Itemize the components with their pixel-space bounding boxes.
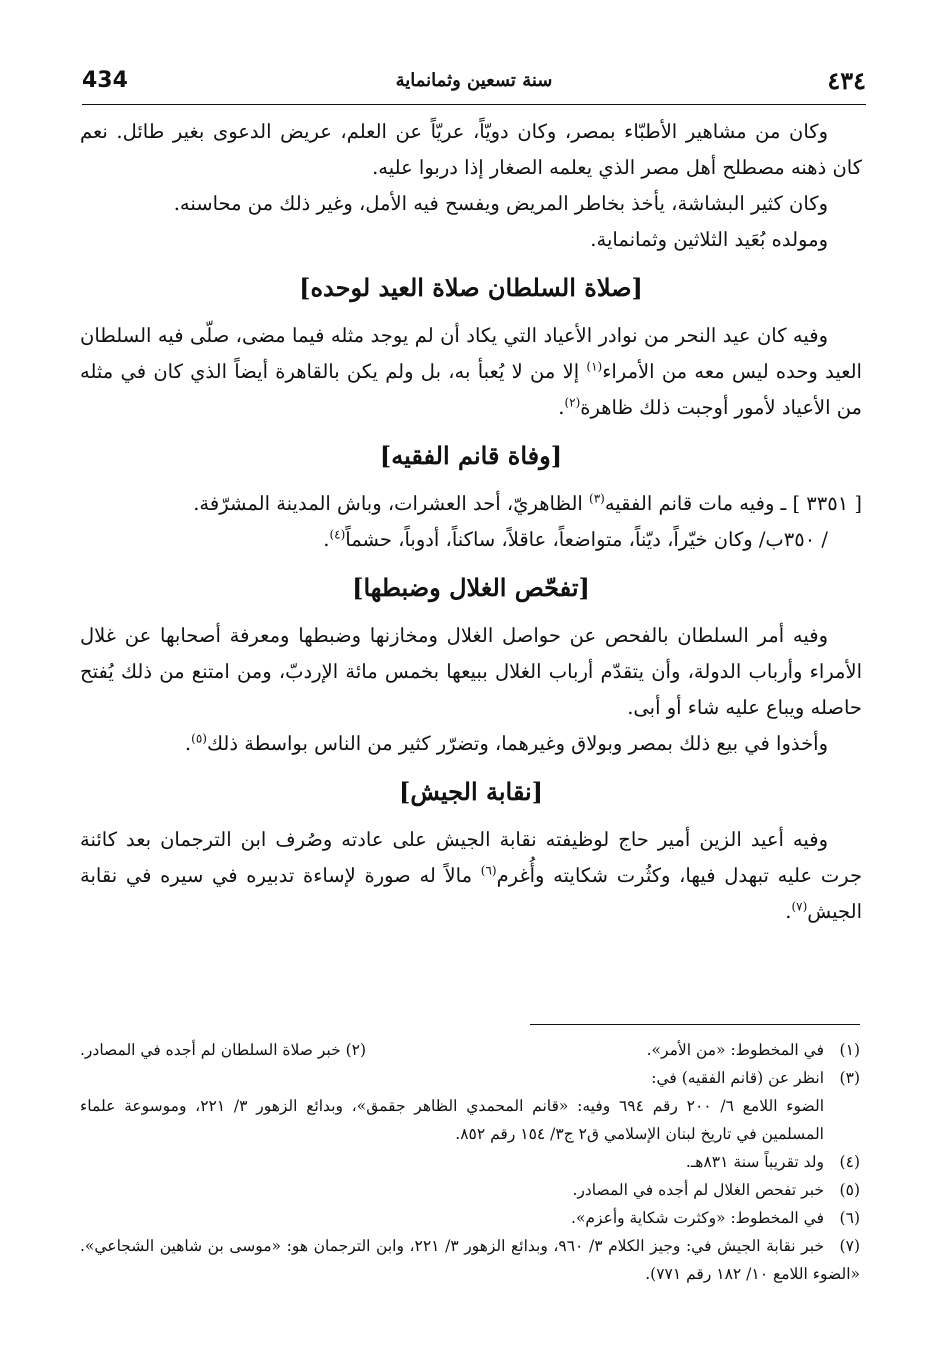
text-run: وفيه أعيد الزين أمير حاج لوظيفته نقابة الجيش على عادته وصُرف ابن الترجمان بعد كائنة جرت عليه تبهدل فيها، وكثُرت شكايته وأُغرم [80,828,862,887]
footnote-number: (٦) [839,1209,860,1227]
text-run: . [558,396,565,419]
paragraph [80,486,862,522]
text-run: إلا من لا يُعبأ به، بل ولم يكن بالقاهرة أيضاً الذي كان في مثله من الأعياد لأمور أوجبت ذلك ظاهرة [80,360,862,419]
text-run: وأخذوا في بيع ذلك بمصر وبولاق وغيرهما، وتضرّر كثير من الناس بواسطة ذلك [206,732,828,755]
footnote-number: (٣) [839,1069,860,1087]
page-header [82,62,866,102]
page-number-arabic: ٤٣٤ [827,66,866,95]
footnote [80,1176,860,1204]
footnote-continuation: الضوء اللامع ٦/ ٢٠٠ رقم ٦٩٤ وفيه: «قانم المحمدي الظاهر جقمق»، وبدائع الزهور ٣/ ٢٢١، وموسوعة علماء المسلمين في تاريخ لبنان الإسلامي ق٢ ج٣/ ١٥٤ رقم ٨٥٢. [80,1097,825,1143]
footnote-text: ولد تقريباً سنة ٨٣١هـ. [685,1153,824,1171]
section-heading: [وفاة قانم الفقيه] [379,441,563,470]
footnote-number: (٤) [839,1153,860,1171]
footnote [80,1148,860,1176]
footnote [647,1036,860,1064]
text-run: [ ٣٣٥١ ] ـ وفيه مات قانم الفقيه [604,492,862,515]
footnote-ref: (٤) [329,527,346,542]
paragraph [80,318,862,426]
footnote [80,1204,860,1232]
footnote: (٢) خبر صلاة السلطان لم أجده في المصادر. [80,1041,367,1059]
header-rule [82,104,866,105]
text-run: . [184,732,192,755]
footnotes [80,1036,860,1288]
section-heading: [تفحّص الغلال وضبطها] [352,573,590,602]
footnote-ref: (٥) [191,731,207,746]
text-run: الظاهريّ، أحد العشرات، وباش المدينة المشرّفة. [193,492,590,515]
text-run: . [323,528,330,551]
footnote [80,1232,860,1288]
paragraph: وكان كثير البشاشة، يأخذ بخاطر المريض ويفسح فيه الأمل، وغير ذلك من محاسنه. [173,192,828,215]
footnote-ref: (١) [586,359,603,374]
text-run: وفيه كان عيد النحر من نوادر الأعياد التي يكاد أن لم يوجد مثله فيما مضى، صلّى فيه السلطان العيد وحده ليس معه من الأمراء [80,324,862,383]
paragraph: ومولده بُعَيد الثلاثين وثمانماية. [590,228,828,251]
running-title: سنة تسعين وثمانماية [395,70,553,91]
section-heading: [نقابة الجيش] [398,777,544,806]
footnote-row [80,1036,860,1064]
main-text [80,114,862,930]
text-run: / ٣٥٠ب/ وكان خيّراً، ديّناً، متواضعاً، عاقلاً، ساكناً، أدوباً، حشماً [345,528,828,551]
footnote [80,1064,860,1092]
paragraph [80,822,862,930]
text-run: . [785,900,792,923]
footnote-ref: (٦) [480,863,497,878]
footnote-text: في المخطوط: «وكثرت شكاية وأعزم». [571,1209,824,1227]
footnote-number: (١) [839,1041,860,1059]
paragraph [80,522,862,558]
footnote-ref: (٧) [791,899,808,914]
paragraph [80,726,862,762]
footnote-ref: (٣) [589,491,605,506]
footnote-text: انظر عن (قانم الفقيه) في: [651,1069,824,1087]
page-number-latin: 434 [82,68,128,93]
section-heading: [صلاة السلطان صلاة العيد لوحده] [299,273,643,302]
footnote-number: (٧) [839,1237,860,1255]
paragraph: وفيه أمر السلطان بالفحص عن حواصل الغلال ومخازنها وضبطها ومعرفة أصحابها عن غلال الأمراء وأرباب الدولة، وأن يتقدّم أرباب الغلال ببيعها بخمس مائة الإردبّ، ومن امتنع من ذلك يُفتح حاصله ويباع عليه شاء أو أبى. [80,624,862,719]
footnote-text: خبر تفحص الغلال لم أجده في المصادر. [572,1181,824,1199]
paragraph: وكان من مشاهير الأطبّاء بمصر، وكان دويّاً، عريّاً عن العلم، عريض الدعوى بغير طائل. نعم كان ذهنه مصطلح أهل مصر الذي يعلمه الصغار إذا دربوا عليه. [80,120,862,179]
footnote-text: خبر نقابة الجيش في: وجيز الكلام ٣/ ٩٦٠، وبدائع الزهور ٣/ ٢٢١، وابن الترجمان هو: «موسى بن شاهين الشجاعي». «الضوء اللامع ١٠/ ١٨٢ رقم ٧٧١). [80,1237,860,1283]
text-run: مالاً له صورة لإساءة تدبيره في سيره في نقابة الجيش [80,864,862,923]
footnote-rule [530,1024,860,1025]
footnote-ref: (٢) [564,395,581,410]
footnote-number: (٥) [839,1181,860,1199]
footnote-text: في المخطوط: «من الأمر». [646,1041,824,1059]
